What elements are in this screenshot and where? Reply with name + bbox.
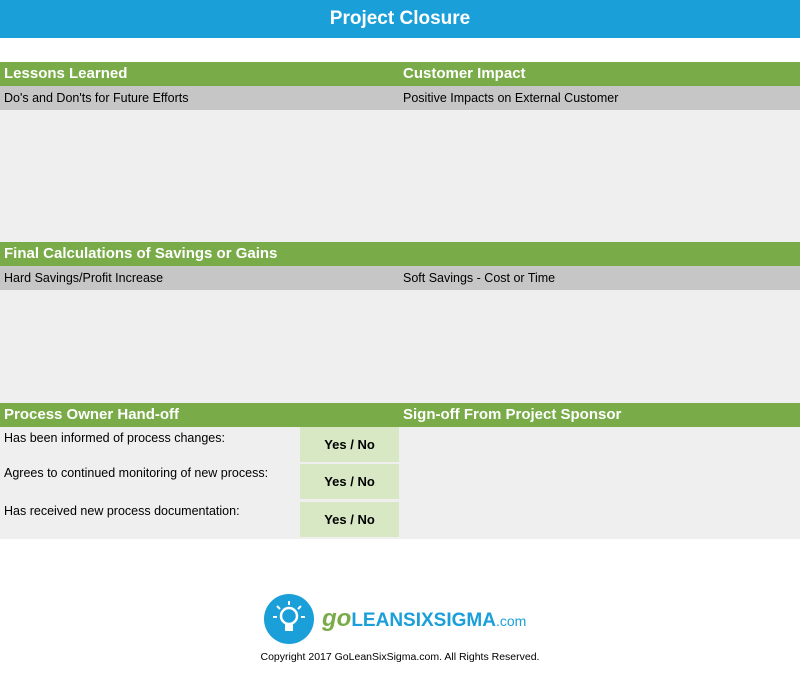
handoff-heading: Process Owner Hand-off [4,406,180,423]
savings-content-area[interactable] [0,290,800,403]
handoff-item-label: Agrees to continued monitoring of new process: [4,466,269,480]
logo-wordmark [322,605,526,633]
savings-heading: Final Calculations of Savings or Gains [4,245,278,262]
customer-impact-heading: Customer Impact [403,65,526,82]
lessons-customer-content-area[interactable] [0,110,800,242]
customer-impact-subheading: Positive Impacts on External Customer [403,91,619,105]
logo-brand-text: LEANSIXSIGMA [351,610,496,631]
signoff-heading: Sign-off From Project Sponsor [403,406,622,423]
lightbulb-icon [264,594,314,644]
lessons-learned-heading: Lessons Learned [4,65,128,82]
page-title: Project Closure [0,0,800,38]
section-header-row-2 [0,242,800,266]
copyright-text: Copyright 2017 GoLeanSixSigma.com. All Rights Reserved. [260,651,540,663]
logo-domain-text: .com [495,613,527,629]
goleansixsigma-logo[interactable] [264,594,544,644]
handoff-yes-no-cell[interactable]: Yes / No [300,427,399,462]
handoff-yes-no-cell[interactable]: Yes / No [300,464,399,499]
handoff-yes-no-cell[interactable]: Yes / No [300,502,399,537]
soft-savings-subheading: Soft Savings - Cost or Time [403,271,556,285]
logo-go-text: go [322,605,352,632]
handoff-item-label: Has been informed of process changes: [4,431,225,445]
lessons-learned-subheading: Do's and Don'ts for Future Efforts [4,91,189,105]
subheader-row-1 [0,86,800,110]
handoff-item-label: Has received new process documentation: [4,504,240,518]
hard-savings-subheading: Hard Savings/Profit Increase [4,271,164,285]
section-header-row-1 [0,62,800,86]
section-header-row-3 [0,403,800,427]
subheader-row-2 [0,266,800,290]
